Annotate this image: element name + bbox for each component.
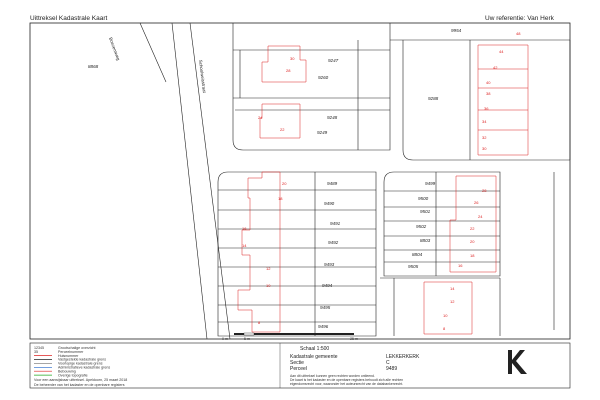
house-number: 40 bbox=[486, 80, 491, 85]
reference-label: Uw referentie: Van Herk bbox=[485, 15, 554, 22]
house-number: 18 bbox=[470, 253, 475, 258]
house-number: 38 bbox=[486, 91, 491, 96]
legend-item-label: Grootschalige overzicht bbox=[58, 346, 96, 350]
parcel-number: 9496 bbox=[318, 324, 329, 329]
parcel-number: 9491 bbox=[330, 221, 341, 226]
scale-bar bbox=[222, 333, 358, 341]
house-number: 34 bbox=[482, 119, 487, 124]
legend-item-label: Administratieve kadastrale grens bbox=[58, 365, 111, 370]
house-number: 30 bbox=[290, 56, 295, 61]
bottom-right-block bbox=[380, 278, 500, 336]
parcel-number: 9492 bbox=[328, 240, 339, 245]
house-number: 44 bbox=[499, 49, 504, 54]
house-number: 36 bbox=[484, 106, 489, 111]
parcel-number: 9249 bbox=[317, 130, 328, 135]
scale-label: 5 m bbox=[244, 337, 250, 341]
mid-left-block-parcels bbox=[218, 172, 376, 336]
house-number: 8 bbox=[258, 320, 261, 325]
house-number: 48 bbox=[516, 31, 521, 36]
mid-right-block-parcels bbox=[384, 172, 554, 330]
area-label-left: 8868 bbox=[88, 64, 99, 69]
legend-item-label: Vastgestelde kadastrale grens bbox=[58, 357, 107, 362]
scale-text: Schaal 1:500 bbox=[300, 346, 330, 352]
info-value-perceel: 9489 bbox=[386, 366, 398, 372]
legend-item-label: Perceelnummer bbox=[58, 349, 84, 354]
parcel-number: 9502 bbox=[416, 224, 427, 229]
area-label-top-right: 9954 bbox=[451, 28, 462, 33]
parcel-number: 9505 bbox=[408, 264, 419, 269]
legend-item-label: Overige topografie bbox=[58, 373, 88, 378]
map-title: Uittreksel Kadastrale Kaart bbox=[30, 15, 108, 22]
street-name-schoolweisstraat: Schoolweisstraat bbox=[198, 59, 208, 94]
legend-sample: 35 bbox=[34, 349, 38, 354]
mid-left-block-buildings bbox=[238, 172, 280, 332]
parcel-number: 9500 bbox=[418, 196, 429, 201]
parcel-number: 9501 bbox=[420, 209, 431, 214]
house-number: 28 bbox=[482, 188, 487, 193]
house-number: 14 bbox=[242, 243, 247, 248]
disclaimer-line: Aan dit uittreksel kunnen geen rechten worden ontleend. bbox=[290, 374, 375, 378]
legend-source-line: De beheerder van het kadaster en de openbare registers bbox=[34, 383, 125, 387]
info-label: Perceel bbox=[290, 366, 307, 372]
parcel-number: 8804 bbox=[412, 252, 423, 257]
parcel-number: 9247 bbox=[328, 58, 339, 63]
legend-date-line: Voor een aanwijsbaar uittreksel. Apeldoorn, 25 maart 2018 bbox=[34, 378, 128, 382]
legend-item-label: Bebouwing bbox=[58, 369, 76, 374]
info-label: Kadastrale gemeente bbox=[290, 354, 338, 360]
house-number: 28 bbox=[286, 68, 291, 73]
info-value-sectie: C bbox=[386, 360, 390, 366]
house-number: 24 bbox=[258, 115, 263, 120]
house-number: 14 bbox=[450, 286, 455, 291]
parcel-number: 9490 bbox=[324, 201, 335, 206]
house-number: 26 bbox=[474, 200, 479, 205]
street-lines bbox=[140, 23, 230, 339]
house-number: 24 bbox=[478, 214, 483, 219]
disclaimer-line: eigendomsrecht voor, waaronder het auteursrecht van de databankenrecht. bbox=[290, 382, 404, 386]
house-number: 42 bbox=[493, 65, 498, 70]
parcel-number: 9260 bbox=[318, 75, 329, 80]
house-number: 18 bbox=[278, 196, 283, 201]
scale-label: 25 m bbox=[350, 337, 358, 341]
area-label-mid-right: 9288 bbox=[428, 96, 439, 101]
house-number: 30 bbox=[482, 146, 487, 151]
parcel-number: 9499 bbox=[425, 181, 436, 186]
parcel-number: 8803 bbox=[420, 238, 431, 243]
house-number: 22 bbox=[470, 226, 475, 231]
house-number: 12 bbox=[266, 266, 271, 271]
house-number: 16 bbox=[458, 263, 463, 268]
parcel-number: 9248 bbox=[327, 115, 338, 120]
info-label: Sectie bbox=[290, 360, 304, 366]
house-number: 22 bbox=[280, 127, 285, 132]
house-number: 20 bbox=[282, 181, 287, 186]
scale-label: 0 m bbox=[222, 337, 228, 341]
legend-item-label: Huisnummer bbox=[58, 353, 79, 358]
house-number: 32 bbox=[482, 135, 487, 140]
house-number: 10 bbox=[443, 313, 448, 318]
disclaimer-line: De kaart is het kadaster en de openbare registers behoudt zich alle rechten bbox=[290, 378, 404, 382]
map-frame bbox=[30, 23, 570, 339]
parcel-number: 9493 bbox=[324, 262, 335, 267]
house-number: 8 bbox=[443, 326, 446, 331]
house-number: 16 bbox=[242, 226, 247, 231]
legend bbox=[34, 346, 110, 377]
legend-sample: 12345 bbox=[34, 346, 44, 350]
house-number: 10 bbox=[266, 283, 271, 288]
house-number: 12 bbox=[450, 299, 455, 304]
info-value-gemeente: LEKKERKERK bbox=[386, 354, 420, 360]
street-name-boezemweg: Boezemweg bbox=[108, 36, 122, 62]
house-number: 20 bbox=[470, 239, 475, 244]
parcel-number: 9489 bbox=[327, 181, 338, 186]
top-block-buildings bbox=[260, 46, 306, 138]
kadaster-logo bbox=[508, 350, 527, 374]
legend-item-label: Voorlopige kadastrale grens bbox=[58, 361, 103, 366]
parcel-number: 9495 bbox=[320, 305, 331, 310]
parcel-number: 9494 bbox=[322, 283, 333, 288]
